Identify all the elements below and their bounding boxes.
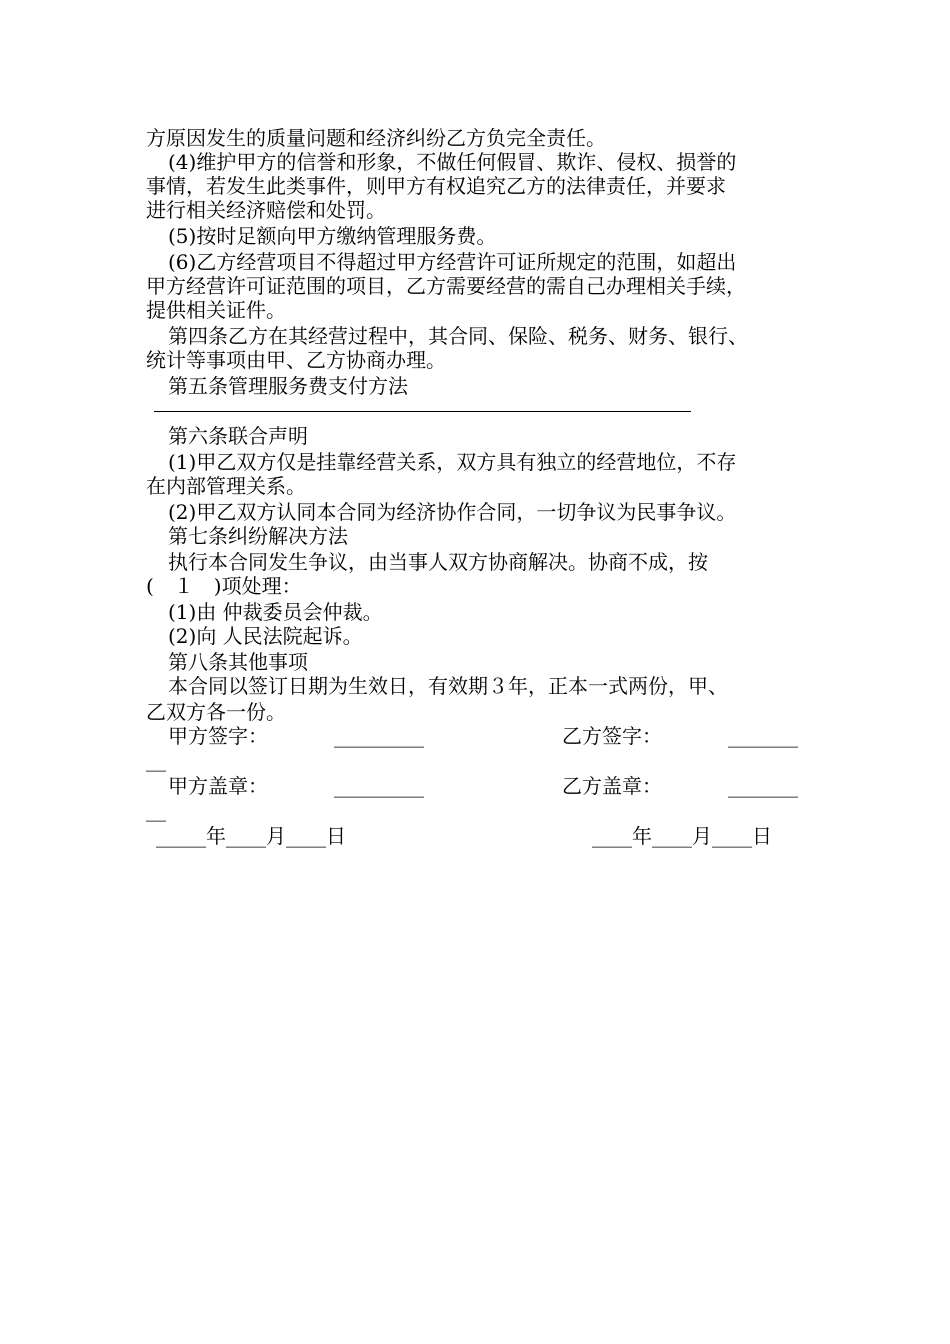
paragraph-line: (2)甲乙双方认同本合同为经济协作合同，一切争议为民事争议。 <box>168 500 737 524</box>
section-heading: 第五条管理服务费支付方法 <box>168 374 408 398</box>
sign-blank-wrap: __ <box>146 748 166 772</box>
paragraph-line: (5)按时足额向甲方缴纳管理服务费。 <box>168 224 497 248</box>
paragraph-line: 在内部管理关系。 <box>146 474 306 498</box>
seal-blank-wrap: __ <box>146 798 166 822</box>
party-a-date: _____年____月____日 <box>156 824 346 848</box>
paragraph-line: (4)维护甲方的信誉和形象，不做任何假冒、欺诈、侵权、损誉的 <box>168 150 737 174</box>
paragraph-line: 进行相关经济赔偿和处罚。 <box>146 198 386 222</box>
paragraph-line: 甲方经营许可证范围的项目，乙方需要经营的需自己办理相关手续， <box>146 274 746 298</box>
paragraph-line: 执行本合同发生争议，由当事人双方协商解决。协商不成，按 <box>168 550 708 574</box>
party-b-date: ____年____月____日 <box>592 824 772 848</box>
paragraph-line: 统计等事项由甲、乙方协商办理。 <box>146 348 446 372</box>
fill-in-line <box>154 411 691 412</box>
paragraph-line: 第四条乙方在其经营过程中，其合同、保险、税务、财务、银行、 <box>168 324 748 348</box>
paragraph-line: (6)乙方经营项目不得超过甲方经营许可证所规定的范围，如超出 <box>168 250 737 274</box>
paragraph-line: 本合同以签订日期为生效日，有效期３年，正本一式两份，甲、 <box>168 674 728 698</box>
section-heading: 第八条其他事项 <box>168 650 308 674</box>
paragraph-line: 乙双方各一份。 <box>146 700 286 724</box>
paragraph-line: (1)由 仲裁委员会仲裁。 <box>168 600 383 624</box>
party-a-seal-label: 甲方盖章： <box>168 774 268 798</box>
party-a-seal-blank: _________ <box>334 774 424 798</box>
section-heading: 第七条纠纷解决方法 <box>168 524 348 548</box>
paragraph-line: 方原因发生的质量问题和经济纠纷乙方负完全责任。 <box>146 126 606 150</box>
party-b-sign-blank: _______ <box>728 724 798 748</box>
party-a-sign-label: 甲方签字： <box>168 724 268 748</box>
party-b-seal-blank: _______ <box>728 774 798 798</box>
paragraph-line: ( １ )项处理： <box>146 574 302 598</box>
party-a-sign-blank: _________ <box>334 724 424 748</box>
paragraph-line: (1)甲乙双方仅是挂靠经营关系，双方具有独立的经营地位，不存 <box>168 450 737 474</box>
section-heading: 第六条联合声明 <box>168 424 308 448</box>
paragraph-line: 提供相关证件。 <box>146 298 286 322</box>
party-b-sign-label: 乙方签字： <box>562 724 662 748</box>
paragraph-line: (2)向 人民法院起诉。 <box>168 624 363 648</box>
paragraph-line: 事情，若发生此类事件，则甲方有权追究乙方的法律责任，并要求 <box>146 174 726 198</box>
party-b-seal-label: 乙方盖章： <box>562 774 662 798</box>
